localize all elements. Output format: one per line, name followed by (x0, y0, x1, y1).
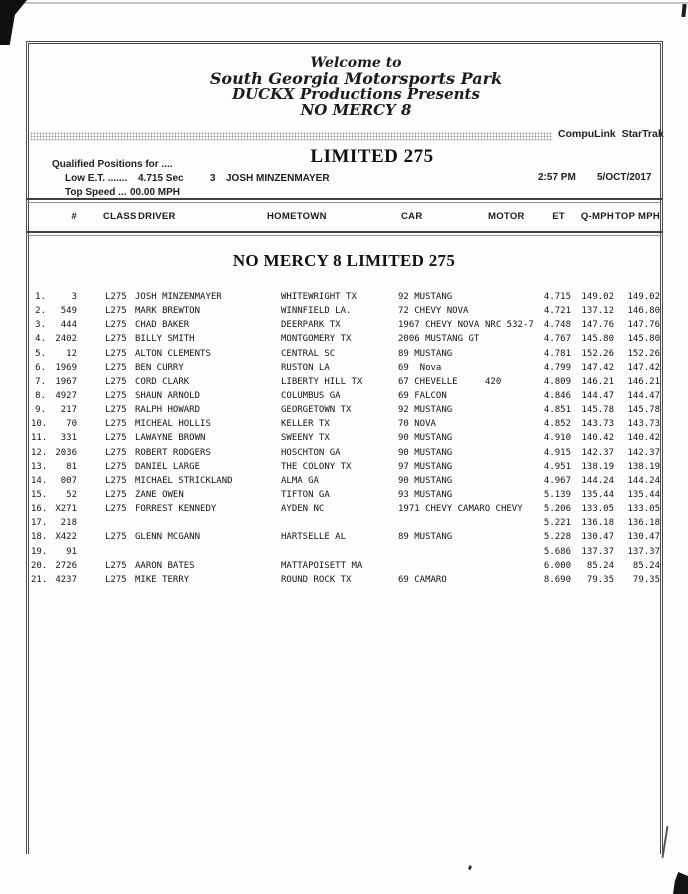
cell-car: 90 MUSTANG (398, 433, 453, 444)
cell-top-mph: 143.73 (627, 419, 660, 430)
low-et-holder-name: JOSH MINZENMAYER (226, 173, 330, 184)
cell-motor: 420 (485, 376, 502, 387)
cell-top-mph: 146.80 (627, 306, 660, 317)
cell-top-mph: 145.78 (627, 405, 660, 416)
cell-et: 4.846 (543, 390, 571, 401)
cell-driver: SHAUN ARNOLD (135, 390, 201, 401)
cell-top-mph: 140.42 (627, 433, 660, 444)
cell-top-mph: 145.80 (627, 334, 660, 345)
cell-hometown: ALMA GA (281, 475, 319, 486)
cell-class: L275 (105, 447, 127, 458)
cell-driver: JOSH MINZENMAYER (135, 292, 222, 302)
cell-qmph: 142.37 (581, 447, 614, 458)
cell-class: L275 (105, 433, 127, 444)
cell-et: 5.139 (543, 489, 571, 500)
cell-et: 5.206 (543, 504, 571, 515)
qualified-positions-label: Qualified Positions for .... (52, 159, 173, 170)
timing-brand: CompuLink StarTrak (558, 128, 664, 140)
cell-class: L275 (105, 560, 127, 571)
separator-line (26, 231, 663, 236)
cell-position: 15. (31, 489, 48, 500)
cell-position: 12. (31, 447, 48, 458)
scan-artifact-top-line (0, 2, 688, 4)
cell-top-mph: 149.02 (627, 292, 660, 302)
cell-qmph: 144.24 (581, 475, 614, 486)
cell-qmph: 146.21 (581, 376, 614, 387)
cell-et: 5.228 (543, 532, 571, 543)
cell-hometown: DEERPARK TX (281, 320, 341, 331)
halftone-band (30, 132, 552, 141)
table-row (31, 349, 660, 363)
scan-artifact-ink-speck (467, 865, 472, 870)
column-header-number: # (71, 211, 77, 222)
cell-class: L275 (105, 419, 127, 430)
cell-et: 4.799 (543, 362, 571, 373)
table-row (31, 547, 660, 561)
masthead-event-name: NO MERCY 8 (300, 101, 412, 119)
cell-hometown: LIBERTY HILL TX (281, 376, 363, 387)
masthead-promoter: DUCKX Productions Presents (232, 85, 480, 103)
cell-position: 5. (35, 348, 46, 359)
cell-driver: MARK BREWTON (135, 306, 201, 317)
masthead (12, 55, 688, 118)
cell-qmph: 143.73 (581, 419, 614, 430)
cell-car-number: 81 (66, 461, 77, 472)
cell-top-mph: 135.44 (627, 489, 660, 500)
cell-qmph: 133.05 (581, 504, 614, 515)
table-row (31, 433, 660, 447)
table-row (31, 448, 660, 462)
table-row (31, 532, 660, 546)
column-header-hometown: HOMETOWN (267, 211, 327, 222)
cell-driver: BEN CURRY (135, 362, 184, 373)
cell-class: L275 (105, 292, 127, 302)
low-et-label: Low E.T. ....... (65, 173, 128, 184)
cell-position: 14. (31, 475, 48, 486)
cell-qmph: 145.80 (581, 334, 614, 345)
cell-car: 69 Nova (398, 362, 442, 373)
cell-car-number: 007 (60, 475, 77, 486)
cell-position: 1. (35, 292, 46, 302)
table-row (31, 377, 660, 391)
cell-hometown: AYDEN NC (281, 504, 325, 515)
cell-driver: MICHAEL STRICKLAND (135, 475, 233, 486)
table-header-row (31, 211, 660, 222)
print-time: 2:57 PM (538, 172, 576, 183)
cell-qmph: 149.02 (581, 292, 614, 302)
cell-driver: CHAD BAKER (135, 320, 190, 331)
cell-hometown: CENTRAL SC (281, 348, 336, 359)
table-row (31, 391, 660, 405)
cell-car-number: 4237 (55, 574, 77, 585)
cell-qmph: 137.12 (581, 306, 614, 317)
cell-class: L275 (105, 362, 127, 373)
table-row (31, 518, 660, 532)
class-title: LIMITED 275 (310, 146, 434, 167)
table-row (31, 462, 660, 476)
table-row (31, 419, 660, 433)
cell-car-number: 1969 (55, 362, 77, 373)
cell-car-number: X271 (55, 504, 77, 515)
low-et-value: 4.715 Sec (138, 173, 184, 184)
cell-top-mph: 146.21 (627, 376, 660, 387)
cell-class: L275 (105, 405, 127, 416)
cell-car-number: 70 (66, 419, 77, 430)
masthead-welcome: Welcome to (310, 55, 402, 71)
cell-hometown: ROUND ROCK TX (281, 574, 352, 585)
cell-driver: GLENN MCGANN (135, 532, 201, 543)
cell-position: 11. (31, 433, 48, 444)
results-table (31, 292, 660, 589)
cell-position: 6. (35, 362, 46, 373)
cell-car-number: X422 (55, 532, 77, 543)
cell-top-mph: 137.37 (627, 546, 660, 557)
cell-car-number: 12 (66, 348, 77, 359)
cell-car-number: 2726 (55, 560, 77, 571)
cell-car-number: 2036 (55, 447, 77, 458)
scan-artifact-top-right-streak (681, 4, 686, 17)
cell-class: L275 (105, 390, 127, 401)
cell-et: 4.851 (543, 405, 571, 416)
cell-car-number: 52 (66, 489, 77, 500)
cell-car: 89 MUSTANG (398, 532, 453, 543)
cell-qmph: 144.47 (581, 390, 614, 401)
cell-et: 4.915 (543, 447, 571, 458)
cell-driver: BILLY SMITH (135, 334, 195, 345)
cell-hometown: MATTAPOISETT MA (281, 560, 363, 571)
cell-et: 4.967 (543, 475, 571, 486)
cell-qmph: 137.37 (581, 546, 614, 557)
cell-position: 17. (31, 518, 48, 529)
cell-et: 5.221 (543, 518, 571, 529)
cell-car: 2006 MUSTANG GT (398, 334, 480, 345)
print-date: 5/OCT/2017 (597, 172, 652, 183)
cell-driver: LAWAYNE BROWN (135, 433, 206, 444)
cell-car: 90 MUSTANG (398, 447, 453, 458)
cell-qmph: 130.47 (581, 532, 614, 543)
cell-position: 19. (31, 546, 48, 557)
cell-class: L275 (105, 306, 127, 317)
column-header-class: CLASS (103, 211, 137, 222)
cell-driver: RALPH HOWARD (135, 405, 201, 416)
cell-position: 10. (31, 419, 48, 430)
masthead-track-name: South Georgia Motorsports Park (209, 69, 503, 88)
cell-et: 6.000 (543, 560, 571, 571)
table-row (31, 561, 660, 575)
cell-driver: MICHEAL HOLLIS (135, 419, 211, 430)
cell-et: 4.721 (543, 306, 571, 317)
cell-car-number: 549 (60, 306, 77, 317)
separator-line (26, 198, 663, 203)
top-speed-value: 00.00 MPH (130, 187, 181, 198)
cell-qmph: 85.24 (586, 560, 614, 571)
cell-car-number: 217 (60, 405, 77, 416)
cell-top-mph: 79.35 (632, 574, 660, 585)
cell-driver: MIKE TERRY (135, 574, 190, 585)
cell-car: 97 MUSTANG (398, 461, 453, 472)
cell-et: 4.781 (543, 348, 571, 359)
cell-car: 90 MUSTANG (398, 475, 453, 486)
cell-qmph: 79.35 (586, 574, 614, 585)
cell-hometown: KELLER TX (281, 419, 330, 430)
cell-hometown: MONTGOMERY TX (281, 334, 352, 345)
cell-et: 5.686 (543, 546, 571, 557)
cell-top-mph: 138.19 (627, 461, 660, 472)
cell-driver: ZANE OWEN (135, 489, 184, 500)
cell-qmph: 136.18 (581, 518, 614, 529)
cell-top-mph: 136.18 (627, 518, 660, 529)
top-speed-label: Top Speed ... (65, 187, 127, 198)
cell-position: 16. (31, 504, 48, 515)
scan-artifact-bottom-right-blob (673, 872, 688, 894)
cell-car-number: 331 (60, 433, 77, 444)
cell-driver: AARON BATES (135, 560, 195, 571)
cell-hometown: GEORGETOWN TX (281, 405, 352, 416)
cell-hometown: SWEENY TX (281, 433, 330, 444)
column-header-car: CAR (401, 211, 423, 222)
cell-driver: FORREST KENNEDY (135, 504, 217, 515)
cell-qmph: 135.44 (581, 489, 614, 500)
column-header-top-mph: TOP MPH (614, 211, 660, 222)
cell-car-number: 4927 (55, 390, 77, 401)
cell-class: L275 (105, 574, 127, 585)
cell-car-number: 91 (66, 546, 77, 557)
cell-class: L275 (105, 376, 127, 387)
cell-et: 4.715 (543, 292, 571, 302)
cell-position: 18. (31, 532, 48, 543)
cell-et: 4.748 (543, 320, 571, 331)
cell-class: L275 (105, 320, 127, 331)
cell-top-mph: 133.05 (627, 504, 660, 515)
cell-position: 9. (35, 405, 46, 416)
cell-position: 4. (35, 334, 46, 345)
cell-hometown: WINNFIELD LA. (281, 306, 352, 317)
cell-et: 4.910 (543, 433, 571, 444)
cell-et: 4.809 (543, 376, 571, 387)
cell-class: L275 (105, 532, 127, 543)
table-row (31, 476, 660, 490)
cell-et: 4.852 (543, 419, 571, 430)
cell-position: 7. (35, 376, 46, 387)
cell-hometown: COLUMBUS GA (281, 390, 341, 401)
table-row (31, 292, 660, 306)
cell-qmph: 147.76 (581, 320, 614, 331)
cell-driver: ALTON CLEMENTS (135, 348, 211, 359)
cell-position: 8. (35, 390, 46, 401)
cell-car-number: 218 (60, 518, 77, 529)
cell-class: L275 (105, 334, 127, 345)
cell-et: 4.767 (543, 334, 571, 345)
column-header-qmph: Q-MPH (580, 211, 614, 222)
cell-car: 93 MUSTANG (398, 489, 453, 500)
cell-car-number: 3 (71, 292, 77, 302)
table-row (31, 575, 660, 589)
cell-position: 21. (31, 574, 48, 585)
cell-car: 92 MUSTANG (398, 405, 453, 416)
cell-top-mph: 130.47 (627, 532, 660, 543)
cell-car-number: 2402 (55, 334, 77, 345)
table-row (31, 363, 660, 377)
cell-class: L275 (105, 504, 127, 515)
cell-hometown: RUSTON LA (281, 362, 330, 373)
low-et-holder-number: 3 (210, 173, 216, 184)
cell-hometown: HARTSELLE AL (281, 532, 347, 543)
cell-hometown: THE COLONY TX (281, 461, 352, 472)
cell-qmph: 138.19 (581, 461, 614, 472)
cell-qmph: 147.42 (581, 362, 614, 373)
cell-qmph: 140.42 (581, 433, 614, 444)
cell-et: 4.951 (543, 461, 571, 472)
cell-top-mph: 152.26 (627, 348, 660, 359)
cell-top-mph: 147.42 (627, 362, 660, 373)
cell-class: L275 (105, 461, 127, 472)
cell-driver: DANIEL LARGE (135, 461, 201, 472)
section-title: NO MERCY 8 LIMITED 275 (232, 251, 456, 270)
cell-position: 20. (31, 560, 48, 571)
cell-hometown: HOSCHTON GA (281, 447, 341, 458)
table-row (31, 405, 660, 419)
cell-motor: NRC 532-7 (485, 320, 534, 331)
cell-top-mph: 144.47 (627, 390, 660, 401)
cell-position: 2. (35, 306, 46, 317)
table-row (31, 320, 660, 334)
cell-car: 67 CHEVELLE (398, 376, 458, 387)
cell-car: 70 NOVA (398, 419, 436, 430)
cell-car: 89 MUSTANG (398, 348, 453, 359)
scan-artifact-top-left-blob (0, 0, 27, 45)
cell-class: L275 (105, 489, 127, 500)
cell-top-mph: 147.76 (627, 320, 660, 331)
cell-qmph: 152.26 (581, 348, 614, 359)
cell-driver: ROBERT RODGERS (135, 447, 211, 458)
cell-position: 3. (35, 320, 46, 331)
column-header-driver: DRIVER (138, 211, 176, 222)
cell-car: 69 CAMARO (398, 574, 447, 585)
cell-hometown: WHITEWRIGHT TX (281, 292, 357, 302)
cell-hometown: TIFTON GA (281, 489, 330, 500)
cell-car: 69 FALCON (398, 390, 447, 401)
column-header-et: ET (552, 211, 565, 222)
cell-class: L275 (105, 348, 127, 359)
cell-qmph: 145.78 (581, 405, 614, 416)
column-header-motor: MOTOR (488, 211, 525, 222)
cell-car: 92 MUSTANG (398, 292, 453, 302)
table-row (31, 490, 660, 504)
cell-car: 1967 CHEVY NOVA (398, 320, 480, 331)
cell-class: L275 (105, 475, 127, 486)
table-row (31, 504, 660, 518)
cell-car: 1971 CHEVY CAMARO CHEVY (398, 504, 523, 515)
cell-driver: CORD CLARK (135, 376, 190, 387)
cell-car-number: 1967 (55, 376, 77, 387)
cell-car-number: 444 (60, 320, 77, 331)
cell-position: 13. (31, 461, 48, 472)
table-row (31, 334, 660, 348)
table-row (31, 306, 660, 320)
cell-car: 72 CHEVY NOVA (398, 306, 469, 317)
cell-top-mph: 142.37 (627, 447, 660, 458)
cell-top-mph: 85.24 (632, 560, 660, 571)
cell-et: 8.690 (543, 574, 571, 585)
cell-top-mph: 144.24 (627, 475, 660, 486)
